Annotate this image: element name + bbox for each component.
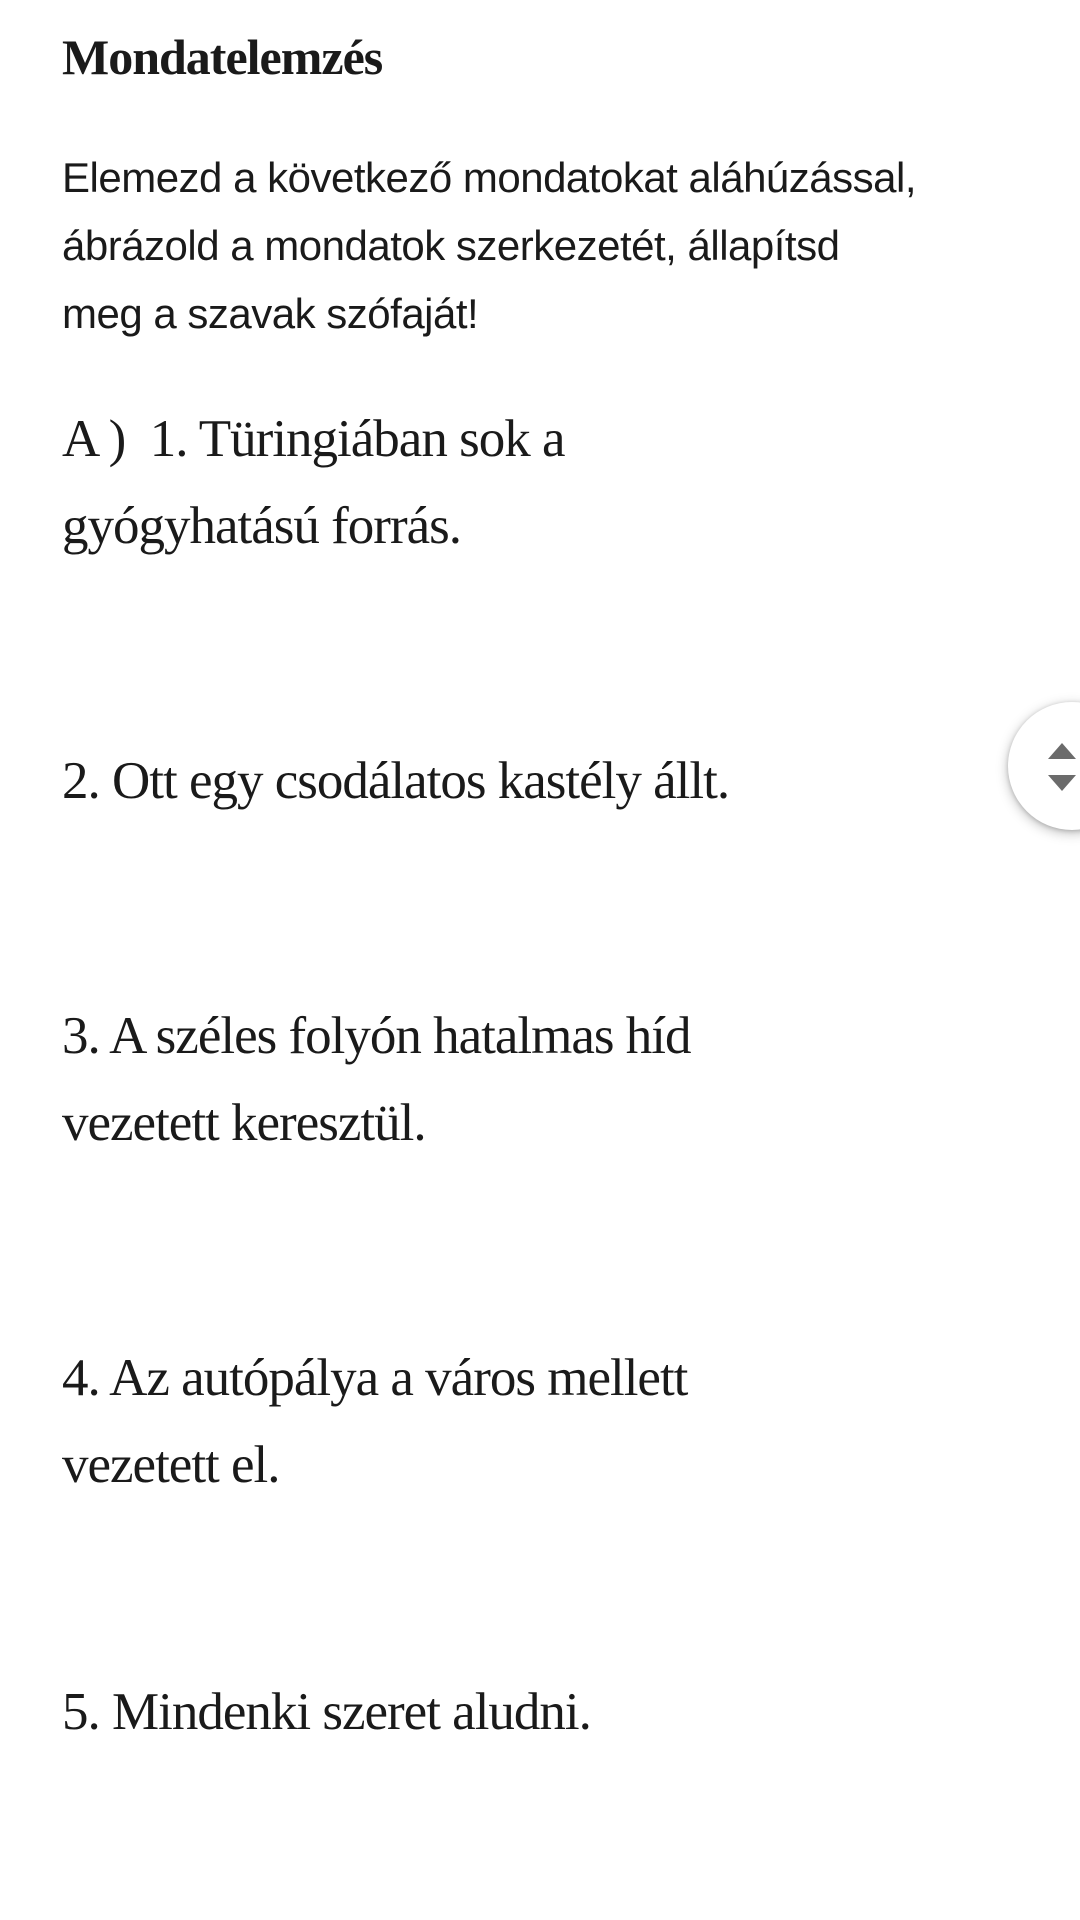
sentence-2 — [62, 738, 1020, 825]
sentence-line: vezetett keresztül. — [62, 1094, 426, 1152]
sentence-line: A ) 1. Türingiában sok a — [62, 410, 565, 468]
instructions-line: meg a szavak szófaját! — [62, 290, 479, 337]
instructions-line: Elemezd a következő mondatokat aláhúzással, — [62, 154, 916, 201]
document-title: Mondatelemzés — [62, 29, 383, 85]
sentence-4 — [62, 1335, 1020, 1509]
sentence-line: 4. Az autópálya a város mellett — [62, 1349, 688, 1407]
instructions-paragraph — [62, 144, 1020, 348]
sentence-1 — [62, 396, 1020, 570]
document-page — [0, 26, 1080, 1920]
sentence-3 — [62, 993, 1020, 1167]
scroll-down-icon — [1048, 775, 1076, 791]
sentence-line: 5. Mindenki szeret aludni. — [62, 1683, 591, 1741]
sentence-line: vezetett el. — [62, 1436, 280, 1494]
instructions-line: ábrázold a mondatok szerkezetét, állapítsd — [62, 222, 840, 269]
scroll-up-icon — [1048, 743, 1076, 759]
sentence-line: 3. A széles folyón hatalmas híd — [62, 1007, 691, 1065]
sentence-line: 2. Ott egy csodálatos kastély állt. — [62, 752, 730, 810]
sentence-5 — [62, 1669, 1020, 1756]
sentence-line: gyógyhatású forrás. — [62, 497, 461, 555]
